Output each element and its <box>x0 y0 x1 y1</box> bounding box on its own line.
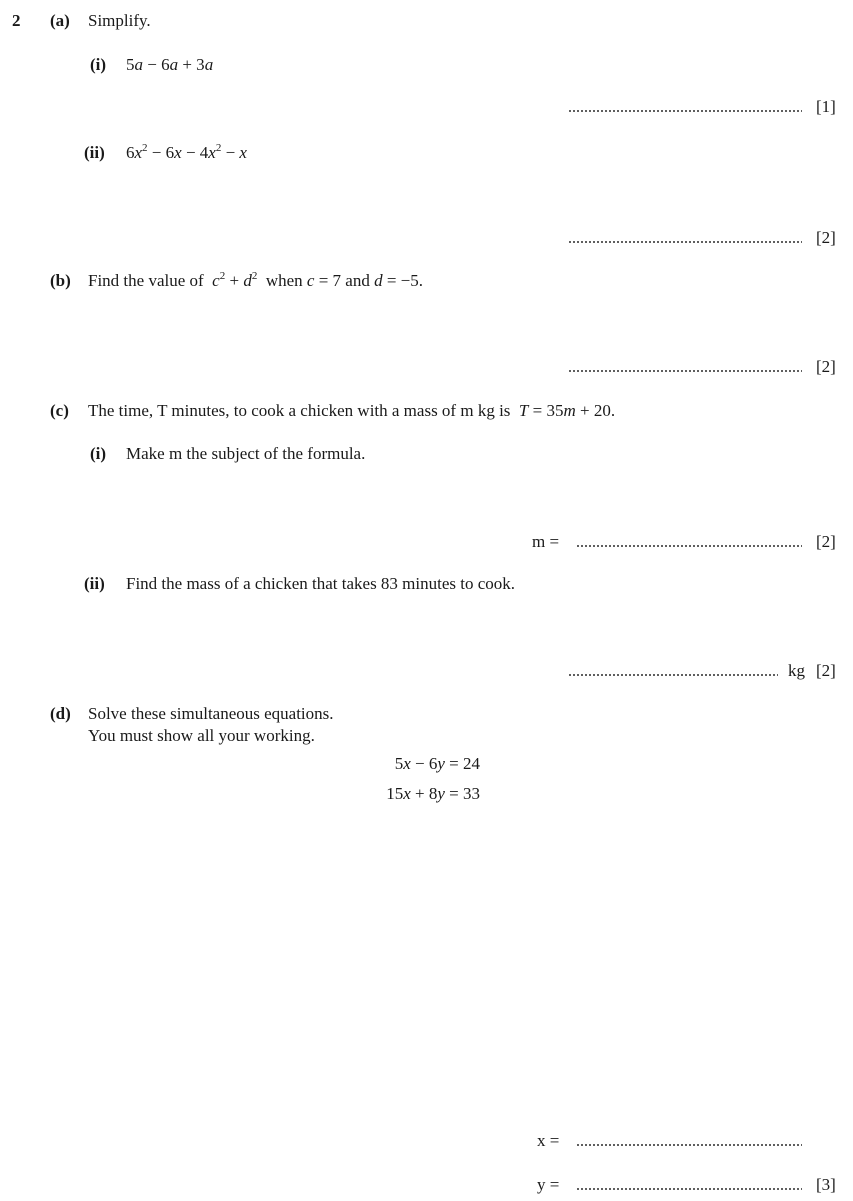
part-b-text-pre: Find the value of <box>88 271 204 290</box>
part-d-line2: You must show all your working. <box>88 726 315 745</box>
answer-line-c-ii[interactable] <box>568 661 778 678</box>
mark-a-ii: [2] <box>816 228 836 247</box>
part-b-text-and: and <box>345 271 370 290</box>
question-number: 2 <box>12 11 21 30</box>
part-a-instruction: Simplify. <box>88 11 151 30</box>
part-c-text-body: The time, T minutes, to cook a chicken with a mass of m kg is <box>88 401 511 420</box>
part-b-label: (b) <box>50 271 71 290</box>
part-c-ii-text: Find the mass of a chicken that takes 83 minutes to cook. <box>126 574 516 593</box>
part-a-i-expression: 5a − 6a + 3a <box>126 55 214 74</box>
mark-a-i: [1] <box>816 97 836 116</box>
mark-d: [3] <box>816 1175 836 1194</box>
part-c-text <box>88 401 615 421</box>
part-c-ii-label: (ii) <box>84 574 105 593</box>
mark-c-ii: [2] <box>816 661 836 680</box>
part-d-label: (d) <box>50 704 71 723</box>
part-b-expression: $c^2 + d^2$ <box>212 270 258 290</box>
part-a-label: (a) <box>50 11 70 30</box>
part-d-x-prefix: x = <box>537 1131 560 1150</box>
part-c-i-answer-prefix: m = <box>532 532 560 551</box>
part-a-ii-expression: $6x^2 - 6x - 4x^2 - x$ <box>126 142 247 162</box>
answer-line-d-x[interactable] <box>576 1131 802 1148</box>
answer-line-a-i[interactable] <box>568 97 802 114</box>
part-c-label: (c) <box>50 401 69 420</box>
equation-1: 5x − 6y = 24 <box>394 754 480 773</box>
part-b-c-value: c = 7 <box>306 271 342 290</box>
part-c-i-label: (i) <box>90 444 107 463</box>
part-c-i-text: Make m the subject of the formula. <box>126 444 366 463</box>
part-a-ii-label: (ii) <box>84 143 105 162</box>
answer-line-c-i[interactable] <box>576 532 802 549</box>
mark-c-i: [2] <box>816 532 836 551</box>
answer-line-d-y[interactable] <box>576 1175 802 1192</box>
mark-b: [2] <box>816 357 836 376</box>
part-b-d-value: d = −5. <box>374 271 424 290</box>
equation-2: 15x + 8y = 33 <box>386 784 480 803</box>
answer-line-b[interactable] <box>568 357 802 374</box>
part-b-text <box>88 271 423 291</box>
answer-line-a-ii[interactable] <box>568 228 802 245</box>
part-d-y-prefix: y = <box>537 1175 560 1194</box>
part-a-i-label: (i) <box>90 55 107 74</box>
part-d-line1: Solve these simultaneous equations. <box>88 704 334 723</box>
unit-kg: kg <box>788 661 805 680</box>
part-b-text-when: when <box>265 271 303 290</box>
part-c-formula: T = 35m + 20. <box>518 401 616 420</box>
